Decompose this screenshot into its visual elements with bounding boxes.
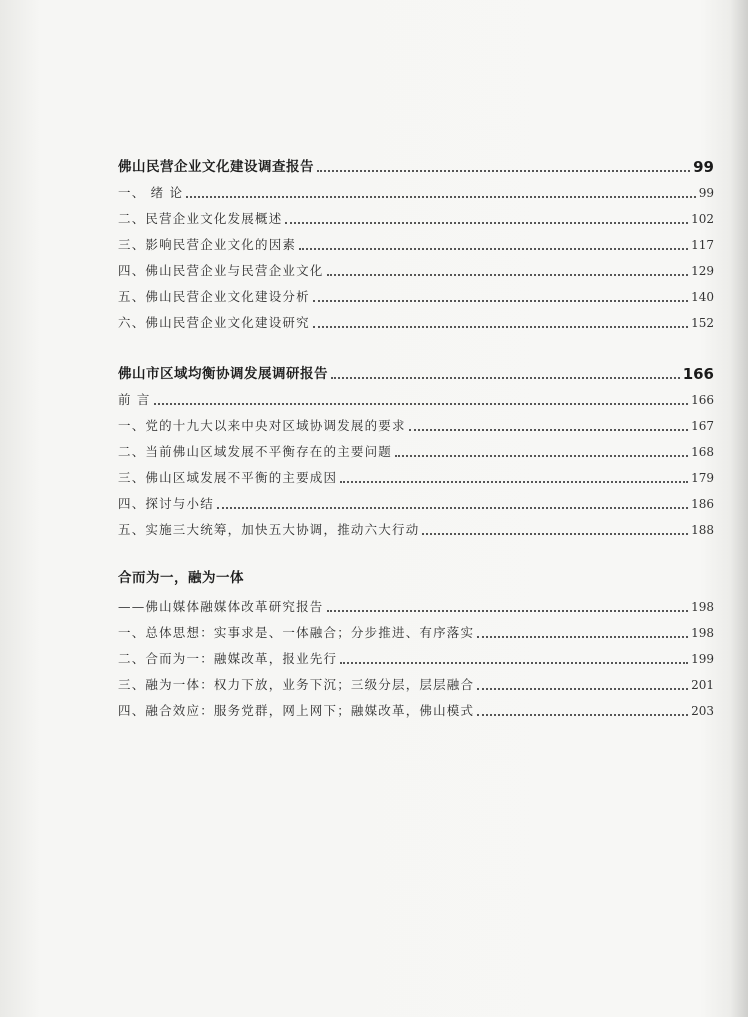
entry-label: 二、合而为一：融媒改革，报业先行	[118, 651, 338, 666]
section-page-number: 166	[682, 365, 714, 383]
section-title[interactable]: 合而为一，融为一体	[118, 570, 244, 586]
entry-label: 三、佛山区域发展不平衡的主要成因	[118, 470, 338, 485]
dot-leader	[313, 325, 688, 328]
entry-page-number: 199	[691, 652, 714, 666]
entry-label: 四、融合效应：服务党群，网上网下；融媒改革，佛山模式	[118, 703, 475, 718]
entry-page-number: 102	[691, 212, 714, 226]
section-subtitle: ——佛山媒体融媒体改革研究报告	[118, 599, 324, 614]
toc-entry[interactable]	[118, 461, 714, 487]
toc-entry[interactable]	[118, 254, 714, 280]
dot-leader	[340, 661, 688, 664]
entry-page-number: 167	[691, 419, 714, 433]
dot-leader	[331, 376, 680, 379]
entry-page-number: 203	[691, 704, 714, 718]
dot-leader	[154, 402, 689, 405]
dot-leader	[409, 428, 688, 431]
toc-entry[interactable]	[118, 202, 714, 228]
toc-entry[interactable]	[118, 228, 714, 254]
entry-label: 一、总体思想：实事求是、一体融合；分步推进、有序落实	[118, 625, 475, 640]
dot-leader	[327, 609, 689, 612]
toc-section-3	[118, 566, 714, 720]
dot-leader	[477, 687, 688, 690]
entry-page-number: 152	[691, 316, 714, 330]
toc-entry[interactable]	[118, 176, 714, 202]
dot-leader	[299, 247, 688, 250]
dot-leader	[340, 480, 688, 483]
dot-leader	[186, 195, 696, 198]
toc-entry[interactable]	[118, 616, 714, 642]
section-subtitle-entry[interactable]	[118, 590, 714, 616]
section-title: 佛山市区域均衡协调发展调研报告	[118, 366, 328, 382]
entry-label: 三、融为一体：权力下放，业务下沉；三级分层，层层融合	[118, 677, 475, 692]
dot-leader	[327, 273, 689, 276]
entry-label: 一、党的十九大以来中央对区域协调发展的要求	[118, 418, 406, 433]
entry-label: 五、实施三大统筹，加快五大协调，推动六大行动	[118, 522, 420, 537]
entry-label: 五、佛山民营企业文化建设分析	[118, 289, 310, 304]
entry-page-number: 168	[691, 445, 714, 459]
entry-page-number: 188	[691, 523, 714, 537]
dot-leader	[317, 169, 690, 172]
entry-page-number: 140	[691, 290, 714, 304]
dot-leader	[395, 454, 688, 457]
entry-label: 三、影响民营企业文化的因素	[118, 237, 297, 252]
entry-page-number: 99	[698, 186, 714, 200]
dot-leader	[477, 635, 688, 638]
toc-entry[interactable]	[118, 280, 714, 306]
dot-leader	[477, 713, 688, 716]
entry-page-number: 186	[691, 497, 714, 511]
dot-leader	[217, 506, 688, 509]
toc-section-2	[118, 355, 714, 539]
toc-entry[interactable]	[118, 306, 714, 332]
section-title: 佛山民营企业文化建设调查报告	[118, 159, 314, 175]
toc-entry[interactable]	[118, 668, 714, 694]
entry-page-number: 117	[691, 238, 714, 252]
entry-label: 二、民营企业文化发展概述	[118, 211, 283, 226]
entry-label: 四、佛山民营企业与民营企业文化	[118, 263, 324, 278]
toc-section-1	[118, 148, 714, 332]
dot-leader	[422, 532, 688, 535]
section-page-number: 99	[693, 158, 714, 176]
section-heading[interactable]	[118, 355, 714, 383]
toc-entry[interactable]	[118, 409, 714, 435]
toc-entry[interactable]	[118, 383, 714, 409]
entry-page-number: 179	[691, 471, 714, 485]
toc-entry[interactable]	[118, 694, 714, 720]
toc-entry[interactable]	[118, 513, 714, 539]
entry-label: 前 言	[118, 392, 151, 407]
section-heading[interactable]	[118, 148, 714, 176]
dot-leader	[313, 299, 688, 302]
toc-entry[interactable]	[118, 435, 714, 461]
entry-label: 二、当前佛山区域发展不平衡存在的主要问题	[118, 444, 393, 459]
entry-label: 四、探讨与小结	[118, 496, 214, 511]
section-page-number: 198	[691, 600, 714, 614]
toc-entry[interactable]	[118, 487, 714, 513]
page-edge-shadow	[730, 0, 748, 1017]
dot-leader	[285, 221, 688, 224]
entry-page-number: 129	[691, 264, 714, 278]
entry-page-number: 198	[691, 626, 714, 640]
entry-page-number: 166	[691, 393, 714, 407]
entry-label: 六、佛山民营企业文化建设研究	[118, 315, 310, 330]
toc-entry[interactable]	[118, 642, 714, 668]
entry-page-number: 201	[691, 678, 714, 692]
entry-label: 一、 绪 论	[118, 185, 184, 200]
